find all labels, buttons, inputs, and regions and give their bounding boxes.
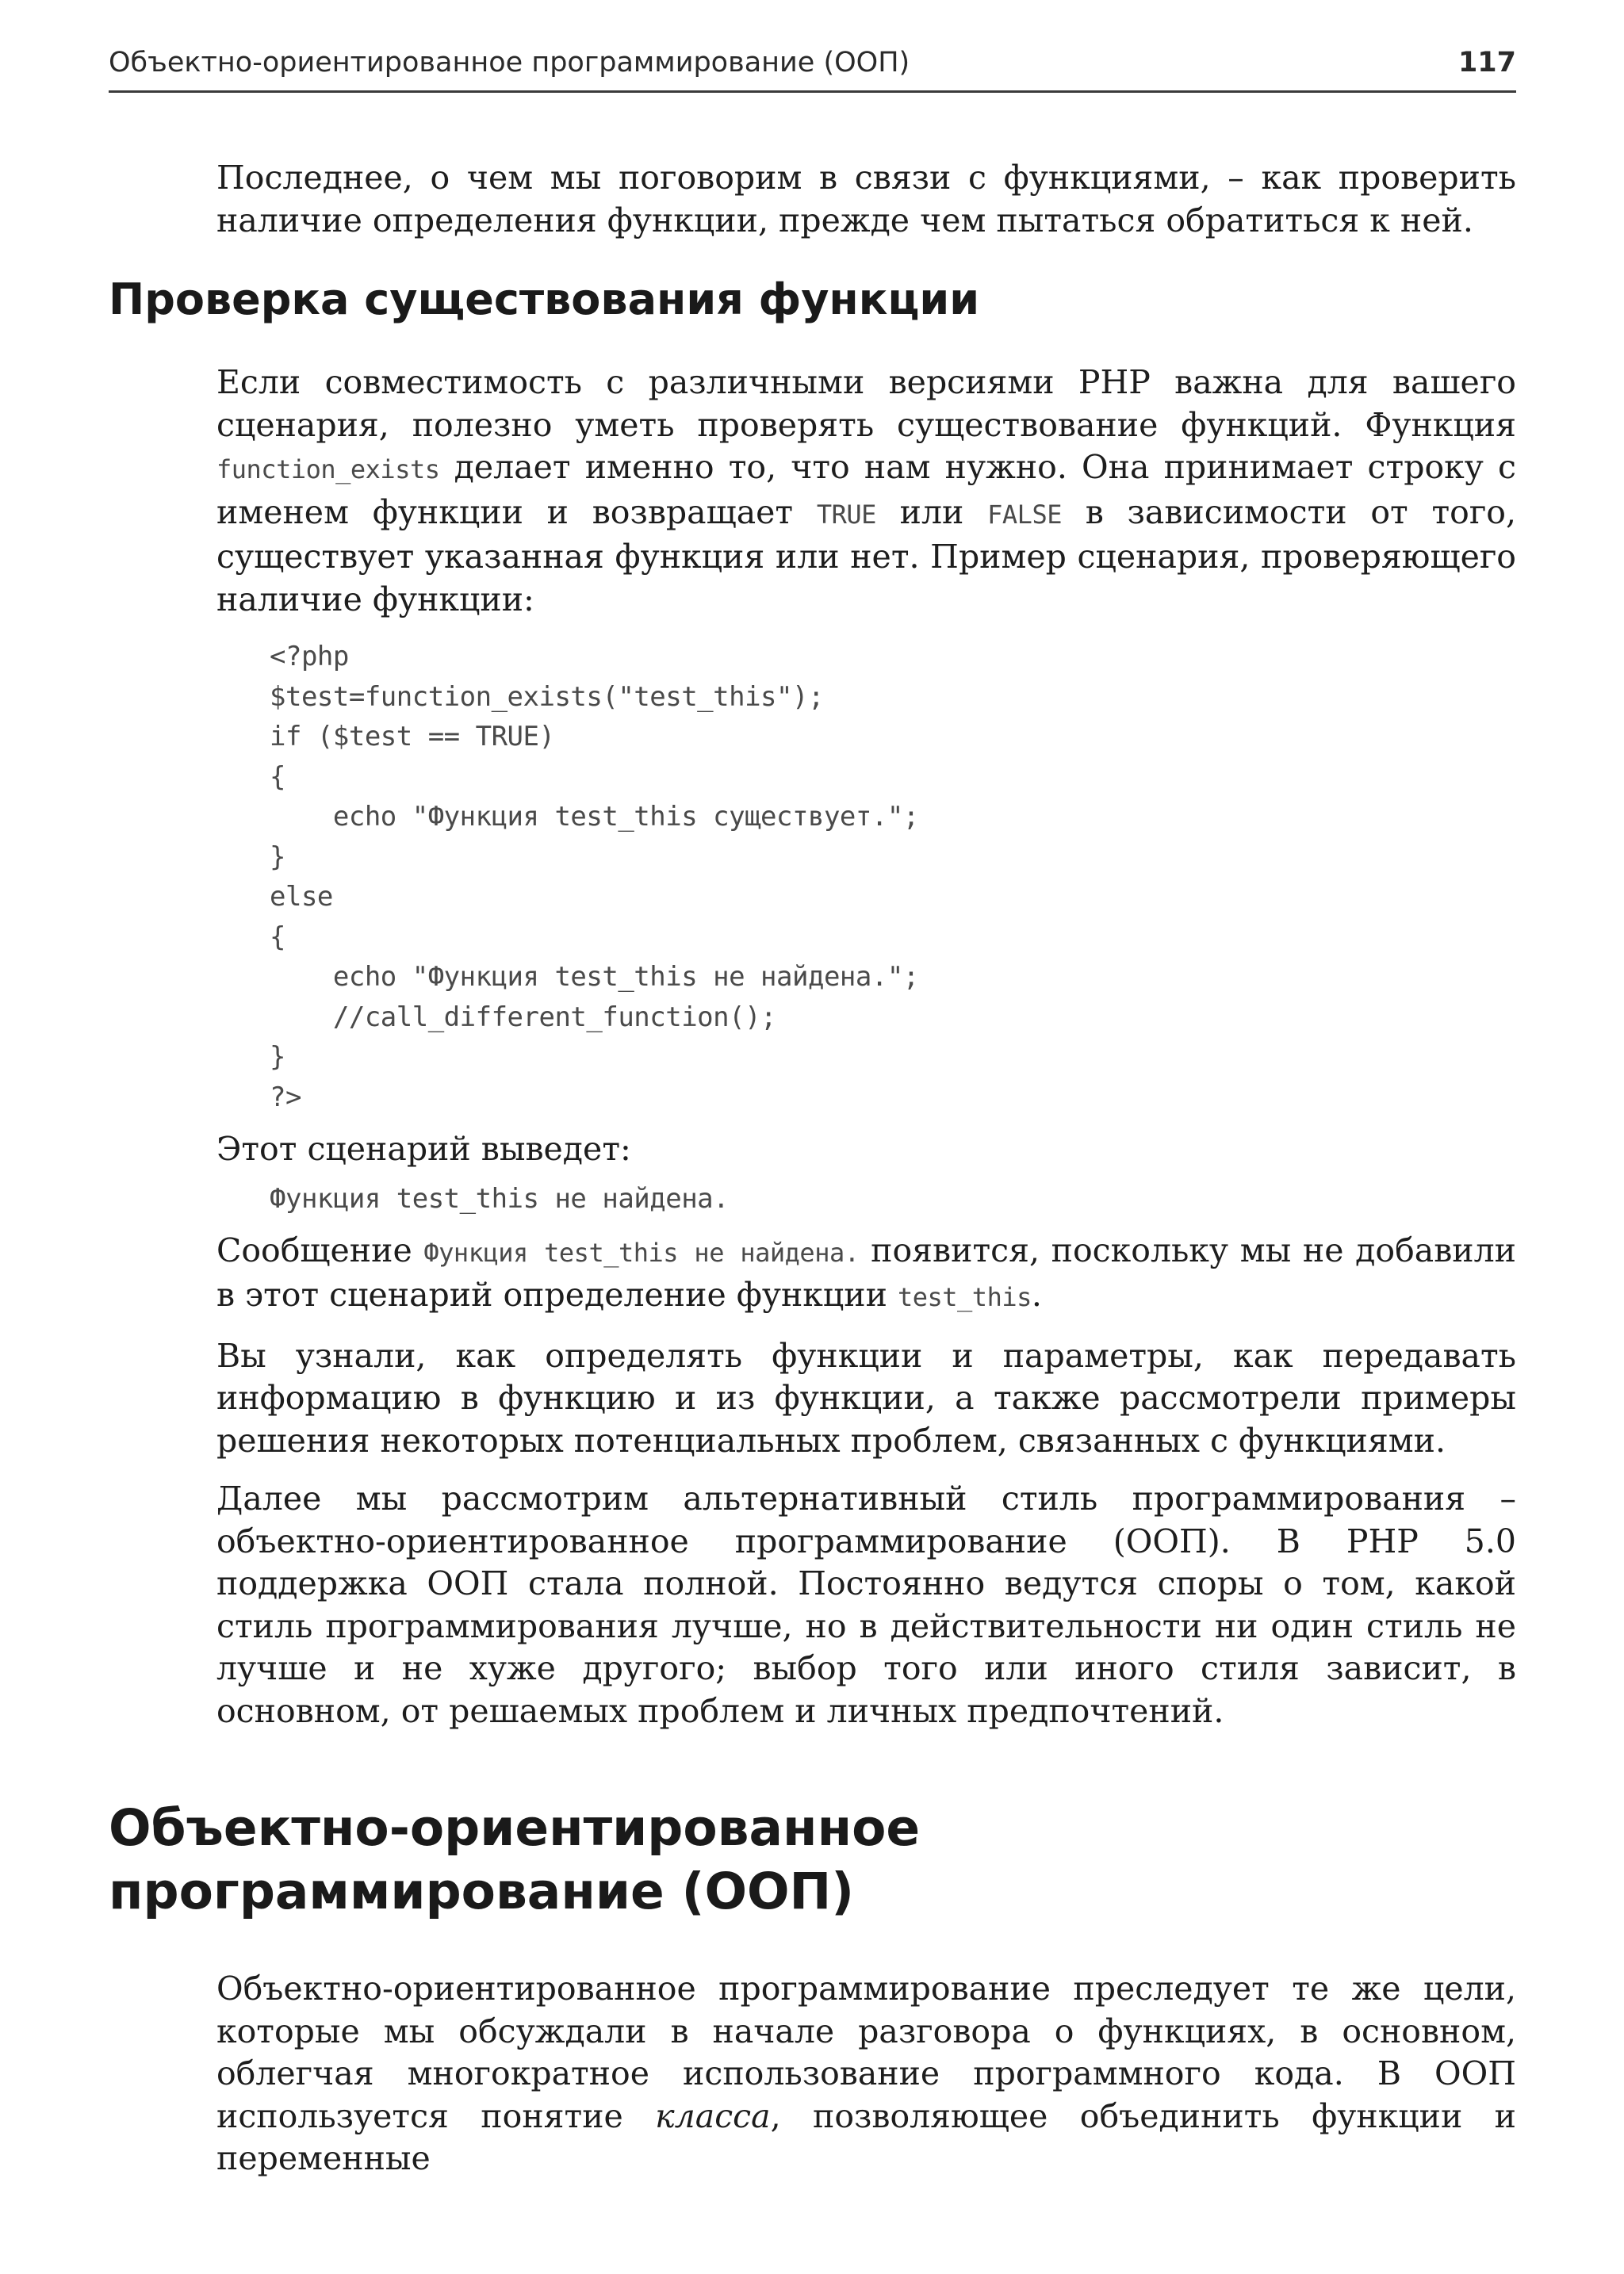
code-line: else [270, 881, 333, 913]
running-head [109, 46, 1516, 93]
inline-code: Функция test_this не найдена. [423, 1237, 860, 1268]
inline-code: TRUE [816, 499, 876, 530]
section-paragraph-1 [216, 362, 1516, 621]
inline-code: test_this [897, 1282, 1032, 1312]
inline-code: FALSE [987, 499, 1062, 530]
output-line: Функция test_this не найдена. [270, 1182, 730, 1215]
section-paragraph-2 [216, 1230, 1516, 1319]
text-run: появится, поскольку мы не добавили в этот сценарий определение функции [216, 1231, 1517, 1314]
running-head-title: Объектно-ориентированное программирование (ООП) [109, 47, 910, 78]
text-run: делает именно то, что нам нужно. Она принимает строку с именем функции и возвращает [216, 448, 1516, 531]
chapter-heading-line: программирование (ООП) [109, 1862, 855, 1920]
output-label: Этот сценарий выведет: [216, 1130, 631, 1168]
text-run: . [1031, 1276, 1042, 1314]
page-number: 117 [1457, 47, 1516, 78]
code-line: { [270, 760, 285, 793]
section-heading: Проверка существования функции [109, 274, 980, 324]
text-run: , позволяющее объединить функции и переменные [216, 2096, 1516, 2177]
text-run: Если совместимость с различными версиями PHP важна для вашего сценария, полезно уметь проверять существование функций. Функция [216, 363, 1516, 444]
intro-paragraph: Последнее, о чем мы поговорим в связи с функциями, – как проверить наличие определения функции, прежде чем пытаться обратиться к ней. [216, 159, 1516, 239]
code-line: echo "Функция test_this существует."; [270, 801, 919, 833]
code-line: if ($test == TRUE) [270, 721, 555, 752]
chapter-heading [109, 1797, 1516, 1924]
text-run: Объектно-ориентированное программирование преследует те же цели, которые мы обсуждали в начале разговора о функциях, в основном, облегчая многократное использование программного кода. В ООП используется понятие [216, 1970, 1516, 2135]
chapter-heading-line: Объектно-ориентированное [109, 1799, 921, 1857]
code-line: //call_different_function(); [270, 1001, 777, 1033]
output-listing [270, 1179, 1516, 1219]
section-paragraph-4: Далее мы рассмотрим альтернативный стиль программирования – объектно-ориентированное программирование (ООП). В PHP 5.0 поддержка ООП стала полной. Постоянно ведутся споры о том, какой стиль программирования лучше, но в действительности ни один стиль не лучше и не хуже другого; выбор того или иного стиля зависит, в основном, от решаемых проблем и личных предпочтений. [216, 1480, 1516, 1730]
code-listing [270, 637, 1516, 1117]
code-line: { [270, 921, 285, 953]
code-line: ?> [270, 1081, 301, 1113]
emphasis: класса [655, 2096, 771, 2135]
code-line: } [270, 1041, 285, 1073]
code-line: <?php [270, 641, 349, 672]
code-line: echo "Функция test_this не найдена."; [270, 961, 919, 993]
section-paragraph-3: Вы узнали, как определять функции и параметры, как передавать информацию в функцию и из функции, а также рассмотрели примеры решения некоторых потенциальных проблем, связанных с функциями. [216, 1336, 1516, 1460]
chapter-paragraph-1 [216, 1968, 1516, 2180]
page-content [109, 157, 1516, 2196]
text-run: Сообщение [216, 1231, 424, 1269]
text-run: в зависимости от того, существует указанная функция или нет. Пример сценария, проверяющего наличие функции: [216, 492, 1517, 618]
inline-code: function_exists [216, 454, 440, 484]
code-line: $test=function_exists("test_this"); [270, 680, 824, 713]
text-run: или [875, 492, 988, 531]
code-line: } [270, 840, 285, 873]
